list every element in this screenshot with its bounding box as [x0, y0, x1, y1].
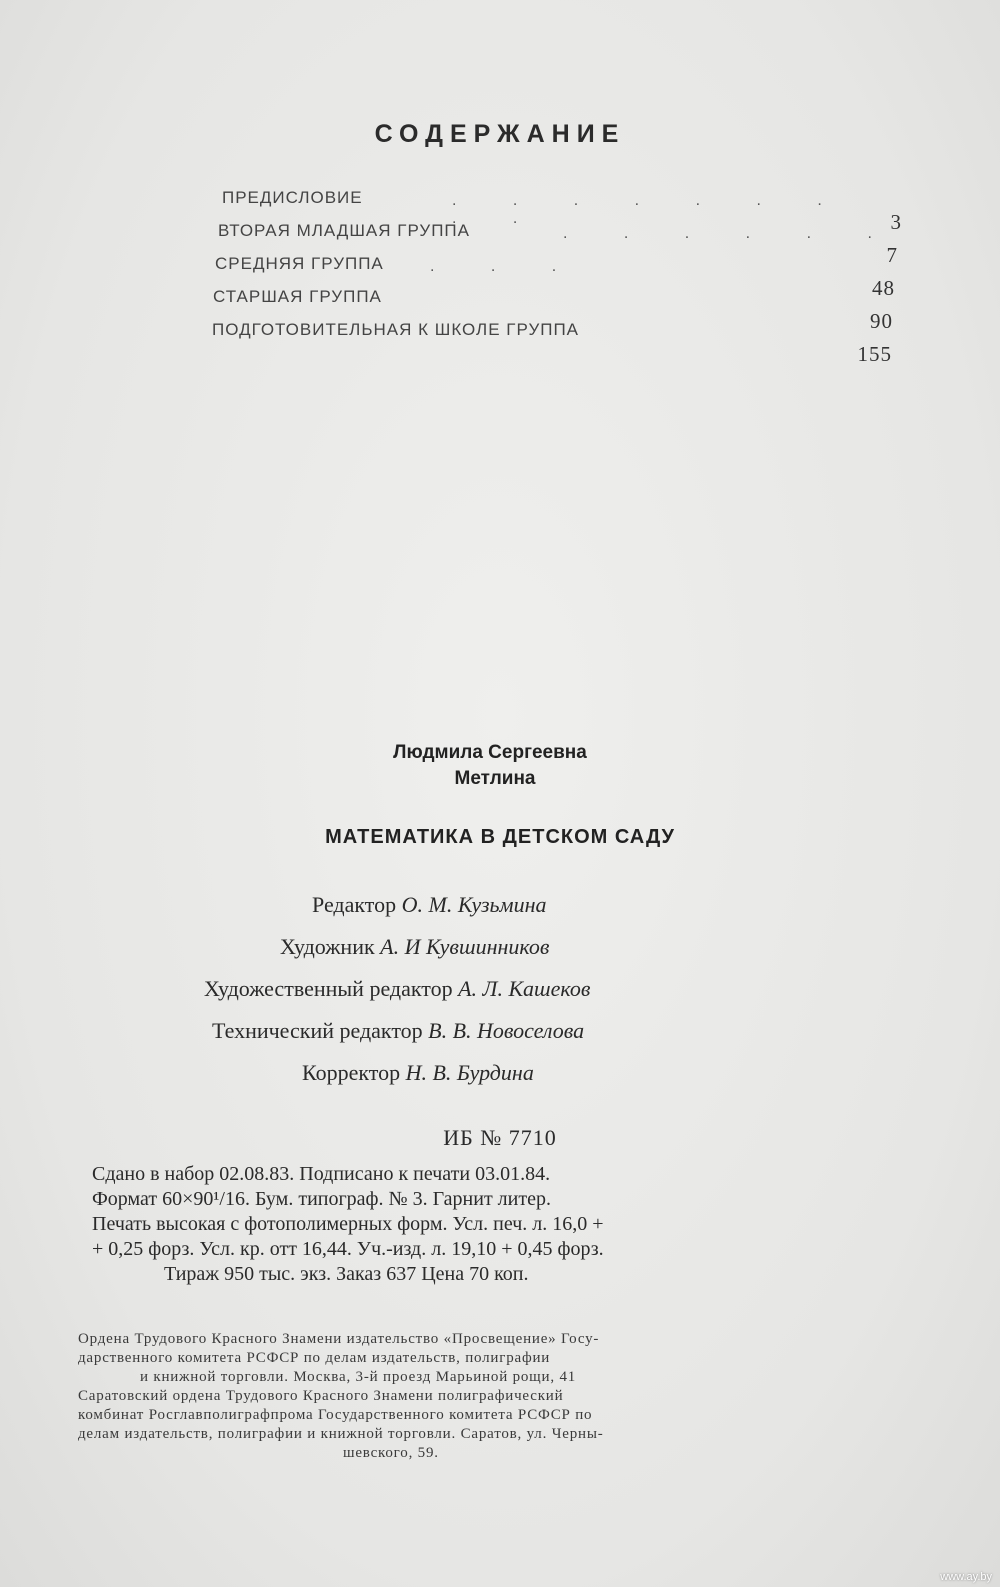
toc-entry-page: 48: [872, 276, 895, 300]
credit-person: Н. В. Бурдина: [405, 1060, 534, 1085]
toc-entry-page: 90: [870, 309, 893, 333]
site-watermark: www.ay.by: [940, 1571, 992, 1583]
imprint-line: Печать высокая с фотополимерных форм. Усл. печ. л. 16,0 +: [92, 1213, 604, 1235]
imprint-line: + 0,25 форз. Усл. кр. отт 16,44. Уч.-изд. л. 19,10 + 0,45 форз.: [92, 1238, 604, 1260]
leader-dots: . . . . . .: [563, 225, 898, 242]
toc-entry-page: 7: [886, 243, 898, 267]
publisher-line: делам издательств, полиграфии и книжной торговли. Саратов, ул. Черны-: [78, 1426, 604, 1442]
author-first-names: Людмила Сергеевна: [393, 742, 587, 763]
publisher-line: Ордена Трудового Красного Знамени издательство «Просвещение» Госу-: [78, 1331, 600, 1347]
imprint-line: Тираж 950 тыс. экз. Заказ 637 Цена 70 коп.: [164, 1263, 529, 1285]
credit-person: В. В. Новоселова: [428, 1018, 585, 1043]
toc-entry-label: СТАРШАЯ ГРУППА: [213, 287, 382, 306]
author-name: [0, 740, 1000, 792]
credit-role: Корректор: [302, 1060, 401, 1085]
leader-dots: . . .: [430, 258, 583, 275]
publisher-line: дарственного комитета РСФСР по делам издательств, полиграфии: [78, 1350, 551, 1366]
publisher-line: шевского, 59.: [343, 1445, 439, 1461]
credit-editor: [312, 892, 547, 918]
imprint-line: Сдано в набор 02.08.83. Подписано к печати 03.01.84.: [92, 1163, 551, 1185]
publisher-line: Саратовский ордена Трудового Красного Знамени полиграфический: [78, 1388, 564, 1404]
credit-artist: [280, 934, 549, 960]
toc-entry-page: 3: [890, 210, 902, 234]
toc-entry-label: ВТОРАЯ МЛАДШАЯ ГРУППА: [218, 221, 470, 240]
credit-tech-editor: [212, 1018, 584, 1044]
toc-title: СОДЕРЖАНИЕ: [374, 120, 626, 148]
toc-entry-label: СРЕДНЯЯ ГРУППА: [215, 254, 384, 273]
credit-person: А. И Кувшинников: [380, 934, 550, 959]
credit-proofreader: [302, 1060, 534, 1086]
toc-entry-label: ПРЕДИСЛОВИЕ: [222, 188, 363, 207]
table-of-contents: [212, 188, 902, 366]
publisher-line: и книжной торговли. Москва, 3-й проезд Марьиной рощи, 41: [140, 1369, 577, 1385]
credit-person: О. М. Кузьмина: [401, 892, 547, 917]
credit-art-editor: [204, 976, 590, 1002]
publisher-line: комбинат Росглавполиграфпрома Государственного комитета РСФСР по: [78, 1407, 593, 1423]
author-surname: Метлина: [454, 768, 536, 789]
toc-entry-preparatory: [212, 320, 892, 366]
credit-role: Редактор: [312, 892, 397, 917]
credit-role: Художественный редактор: [204, 976, 453, 1001]
ib-number: ИБ № 7710: [443, 1125, 557, 1150]
book-title: МАТЕМАТИКА В ДЕТСКОМ САДУ: [325, 826, 675, 848]
toc-entry-label: ПОДГОТОВИТЕЛЬНАЯ К ШКОЛЕ ГРУППА: [212, 320, 580, 339]
imprint-details: [92, 1162, 852, 1287]
publisher-info: [78, 1330, 840, 1463]
imprint-line: Формат 60×90¹/16. Бум. типограф. № 3. Гарнит литер.: [92, 1188, 551, 1210]
credit-role: Художник: [280, 934, 375, 959]
credit-person: А. Л. Кашеков: [458, 976, 591, 1001]
toc-entry-page: 155: [857, 342, 892, 366]
leader-dots: . . . . . . . . .: [452, 192, 848, 227]
credit-role: Технический редактор: [212, 1018, 423, 1043]
